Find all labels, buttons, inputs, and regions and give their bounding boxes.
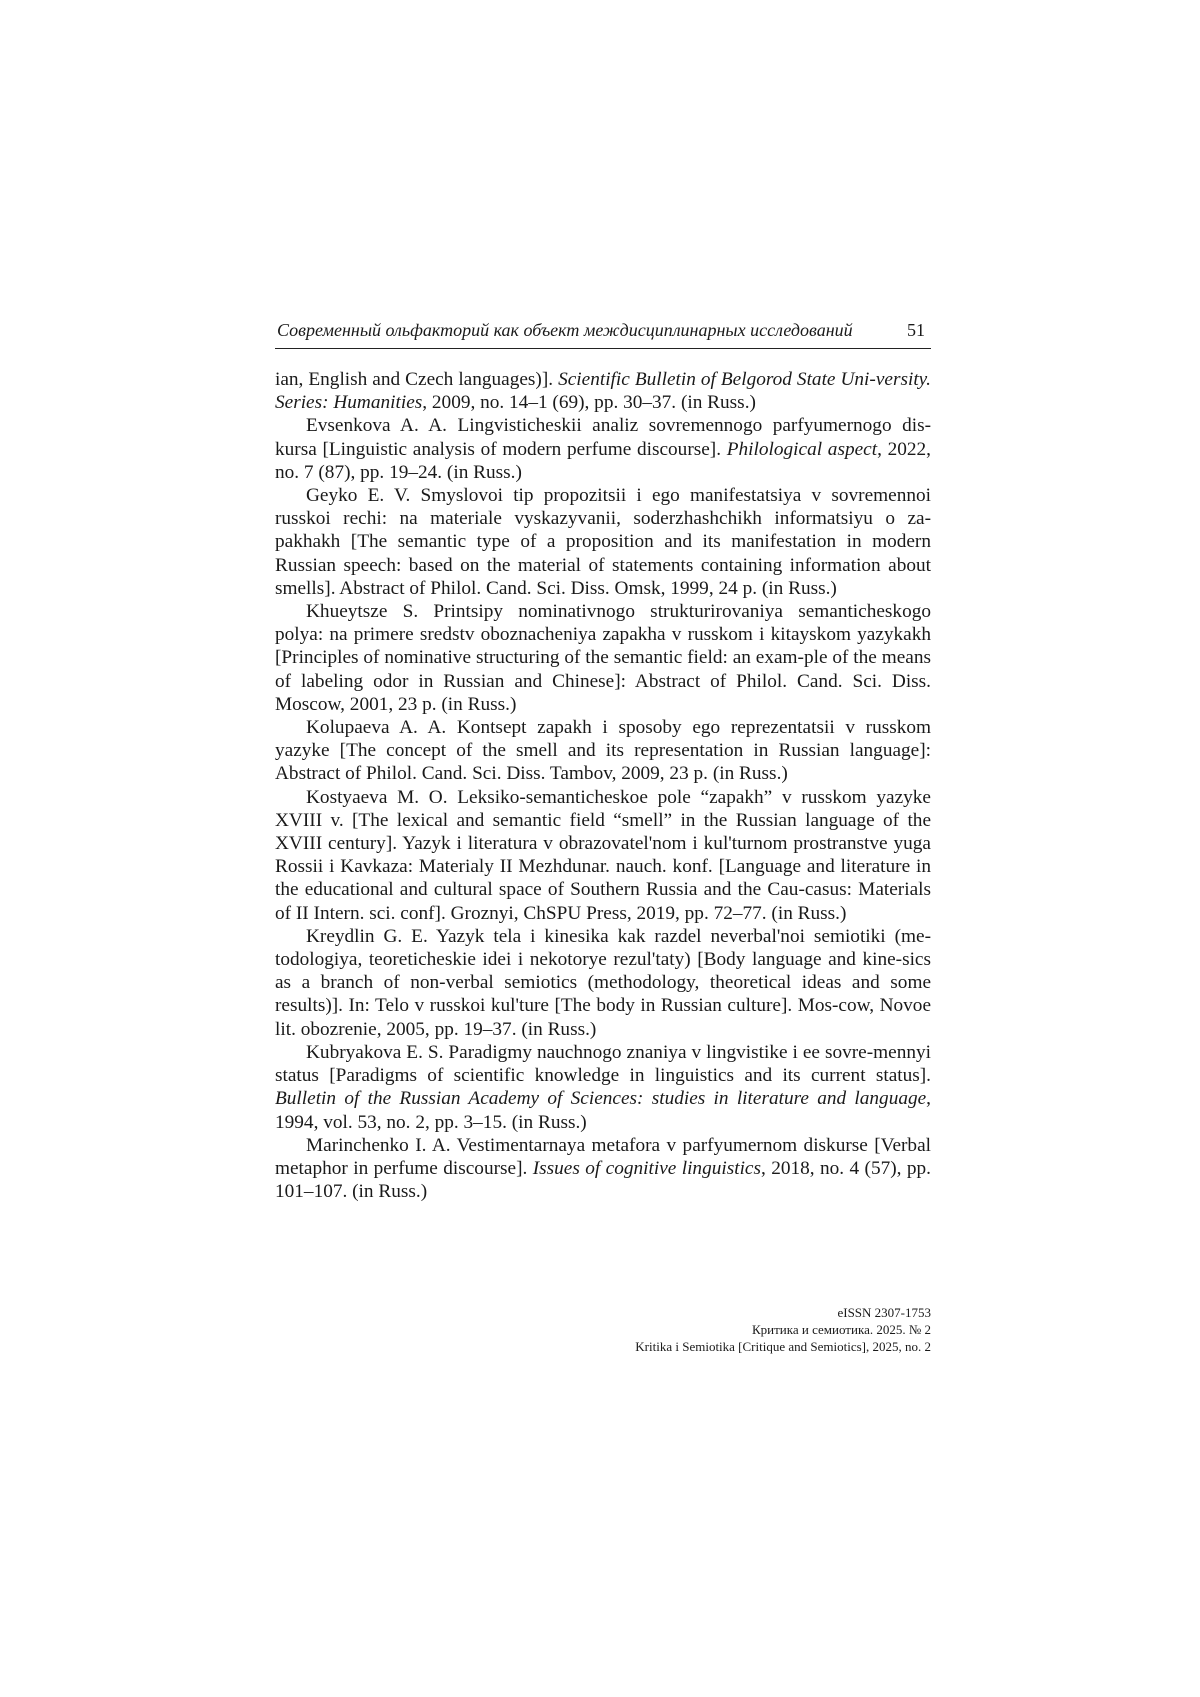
reference-text: Evsenkova A. A. Lingvisticheskii analiz sovremennogo parfyumernogo dis-kursa [Linguistic analysis of modern perfume discourse]. bbox=[275, 415, 931, 460]
reference-source-title: Issues of cognitive linguistics bbox=[532, 1157, 761, 1179]
reference-entry bbox=[275, 786, 931, 925]
reference-entry bbox=[275, 484, 931, 600]
footer-journal-en: Kritika i Semiotika [Critique and Semiotics], 2025, no. 2 bbox=[635, 1339, 931, 1354]
footer-issn: eISSN 2307-1753 bbox=[837, 1305, 931, 1320]
reference-entry bbox=[275, 1041, 931, 1134]
reference-text: Khueytsze S. Printsipy nominativnogo strukturirovaniya semanticheskogo polya: na primere sredstv oboznacheniya zapakha v russkom i kitayskom yazykakh [Principles of nominative structuring of the semantic field: an exam-ple of the means of labeling odor in Russian and Chinese]: Abstract of Philol. Cand. Sci. Diss. Moscow, 2001, 23 p. (in Russ.) bbox=[275, 601, 931, 715]
footer-journal-ru: Критика и семиотика. 2025. № 2 bbox=[751, 1322, 931, 1337]
reference-text: , 2009, no. 14–1 (69), pp. 30–37. (in Russ.) bbox=[422, 392, 756, 414]
reference-entry bbox=[275, 414, 931, 484]
reference-entry bbox=[275, 368, 931, 414]
reference-list bbox=[275, 368, 931, 1203]
reference-source-title: Philological aspect bbox=[726, 438, 878, 460]
reference-text: Geyko E. V. Smyslovoi tip propozitsii i ego manifestatsiya v sovremennoi russkoi rechi: na materiale vyskazyvanii, soderzhashchikh informatsiyu o za-pakhakh [The semantic type of a proposition and its manifestation in modern Russian speech: based on the material of statements containing information about smells]. Abstract of Philol. Cand. Sci. Diss. Omsk, 1999, 24 p. (in Russ.) bbox=[275, 485, 931, 599]
reference-text: ian, English and Czech languages)]. bbox=[275, 369, 559, 390]
reference-source-title: Bulletin of the Russian Academy of Sciences: studies in literature and language bbox=[275, 1088, 927, 1110]
running-title: Современный ольфакторий как объект междисциплинарных исследований bbox=[277, 320, 853, 340]
reference-text: , 2018, no. 4 (57), pp. 101–107. (in Russ.) bbox=[275, 1157, 931, 1203]
reference-entry bbox=[275, 1134, 931, 1204]
reference-source-title: Scientific Bulletin of Belgorod State Uni-versity. Series: Humanities bbox=[275, 369, 931, 414]
reference-text: Kolupaeva A. A. Kontsept zapakh i sposoby ego reprezentatsii v russkom yazyke [The concept of the smell and its representation in Russian language]: Abstract of Philol. Cand. Sci. Diss. Tambov, 2009, 23 p. (in Russ.) bbox=[275, 717, 931, 785]
page-header bbox=[275, 318, 931, 349]
reference-text: Kostyaeva M. O. Leksiko-semanticheskoe pole “zapakh” v russkom yazyke XVIII v. [The lexical and semantic field “smell” in the Russian language of the XVIII century]. Yazyk i literatura v obrazovatel'nom i kul'turnom prostranstve yuga Rossii i Kavkaza: Materialy II Mezhdunar. nauch. konf. [Language and literature in the educational and cultural space of Southern Russia and the Cau-casus: Materials of II Intern. sci. conf]. Groznyi, ChSPU Press, 2019, pp. 72–77. (in Russ.) bbox=[275, 786, 931, 924]
page-footer bbox=[635, 1304, 931, 1355]
reference-text: , 1994, vol. 53, no. 2, pp. 3–15. (in Russ.) bbox=[275, 1088, 931, 1133]
reference-entry bbox=[275, 716, 931, 786]
reference-text: Marinchenko I. A. Vestimentarnaya metafora v parfyumernom diskurse [Verbal metaphor in perfume discourse]. bbox=[275, 1134, 931, 1179]
reference-text: , 2022, no. 7 (87), pp. 19–24. (in Russ.) bbox=[275, 438, 931, 483]
reference-entry bbox=[275, 600, 931, 716]
page-number: 51 bbox=[907, 320, 925, 340]
reference-text: Kreydlin G. E. Yazyk tela i kinesika kak razdel neverbal'noi semiotiki (me-todologiya, teoreticheskie idei i nekotorye rezul'taty) [Body language and kine-sics as a branch of non-verbal semiotics (methodology, theoretical ideas and some results)]. In: Telo v russkoi kul'ture [The body in Russian culture]. Mos-cow, Novoe lit. obozrenie, 2005, pp. 19–37. (in Russ.) bbox=[275, 925, 931, 1040]
reference-entry bbox=[275, 925, 931, 1041]
reference-text: Kubryakova E. S. Paradigmy nauchnogo znaniya v lingvistike i ee sovre-mennyi status [Paradigms of scientific knowledge in linguistics and its current status]. bbox=[275, 1041, 931, 1087]
